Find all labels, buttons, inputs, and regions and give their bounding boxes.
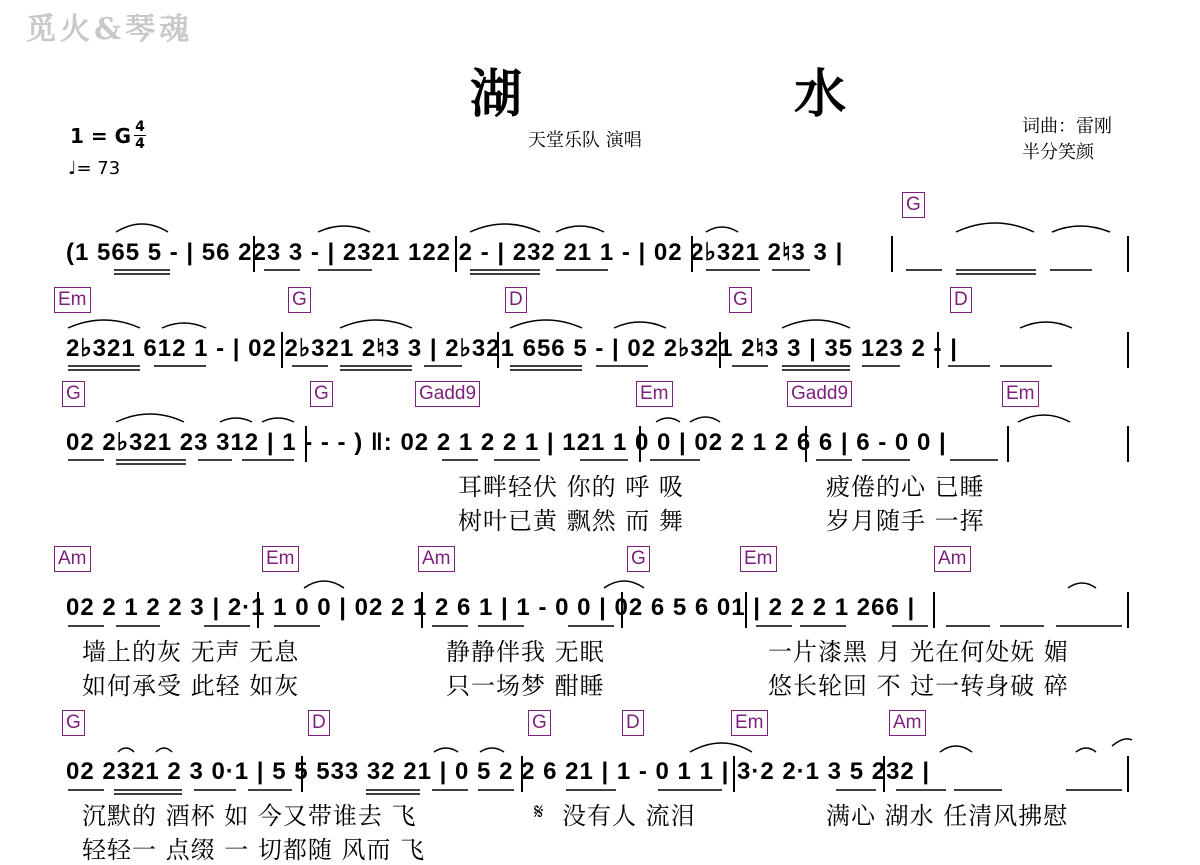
- lyric-line: 沉默的 酒杯 如 今又带谁去 飞: [82, 802, 417, 830]
- chord-box: Am: [418, 546, 455, 572]
- chord-box: D: [950, 287, 972, 313]
- chord-box: Am: [934, 546, 971, 572]
- notation-row-3: 02 2♭321 23 312 | 1 - - - ) ‖: 02 2 1 2 2 1 | 121 1 0 0 | 02 2 1 2 6 6 | 6 - 0 0 |: [66, 429, 947, 456]
- chord-box: G: [310, 381, 333, 407]
- chord-box: Em: [262, 546, 299, 572]
- credits-line-2: 半分笑颜: [1022, 142, 1094, 163]
- lyric-line: 满心 湖水 任清风拂慰: [826, 802, 1069, 830]
- performer: 天堂乐队 演唱: [528, 130, 642, 151]
- lyric-line: 一片漆黑 月 光在何处妩 媚: [768, 638, 1069, 666]
- lyric-line: 疲倦的心 已睡: [826, 473, 985, 501]
- credits-line-1: 词曲：雷刚: [1022, 116, 1112, 137]
- tempo: ♩= 73: [68, 158, 121, 179]
- notation-row-4: 02 2 1 2 2 3 | 2·1 1 0 0 | 02 2 1 2 6 1 | 1 - 0 0 | 02 6 5 6 01 | 2 2 2 1 266 |: [66, 594, 916, 621]
- song-title: 湖 水: [470, 65, 957, 125]
- lyric-line: 岁月随手 一挥: [826, 507, 985, 535]
- key-signature: 1 = G: [70, 124, 132, 148]
- chord-box: Gadd9: [415, 381, 480, 407]
- chord-box: Am: [54, 546, 91, 572]
- chord-box: G: [902, 192, 925, 218]
- chord-box: G: [729, 287, 752, 313]
- lyric-line: 如何承受 此轻 如灰: [82, 672, 300, 700]
- chord-box: Em: [636, 381, 673, 407]
- chord-box: Em: [54, 287, 91, 313]
- chord-box: D: [505, 287, 527, 313]
- chord-box: Em: [1002, 381, 1039, 407]
- time-sig-bottom: 4: [135, 136, 145, 152]
- chord-box: G: [62, 710, 85, 736]
- watermark: 觅火&琴魂: [26, 12, 194, 47]
- notation-row-1: (1 565 5 - | 56 223 3 - | 2321 122 2 - | 232 21 1 - | 02 2♭321 2♮3 3 |: [66, 239, 844, 266]
- chord-box: Em: [731, 710, 768, 736]
- chord-box: G: [627, 546, 650, 572]
- lyric-line: 没有人 流泪: [562, 802, 696, 830]
- notation-row-5: 02 2321 2 3 0·1 | 5 5 533 32 21 | 0 5 2 2 6 21 | 1 - 0 1 1 | 3·2 2·1 3 5 232 |: [66, 758, 931, 785]
- time-sig-top: 4: [135, 119, 145, 135]
- lyric-line: 耳畔轻伏 你的 呼 吸: [458, 473, 684, 501]
- lyric-line: 悠长轮回 不 过一转身破 碎: [768, 672, 1069, 700]
- notation-row-2: 2♭321 612 1 - | 02 2♭321 2♮3 3 | 2♭321 656 5 - | 02 2♭321 2♮3 3 | 35 123 2 - |: [66, 335, 958, 362]
- segno-icon: 𝄋: [534, 800, 544, 825]
- lyric-line: 树叶已黄 飘然 而 舞: [458, 507, 684, 535]
- chord-box: G: [288, 287, 311, 313]
- chord-box: D: [308, 710, 330, 736]
- chord-box: Am: [889, 710, 926, 736]
- chord-box: Em: [740, 546, 777, 572]
- lyric-line: 轻轻一 点缀 一 切都随 风而 飞: [82, 836, 426, 864]
- lyric-line: 墙上的灰 无声 无息: [82, 638, 300, 666]
- lyric-line: 只一场梦 酣睡: [446, 672, 605, 700]
- chord-box: G: [528, 710, 551, 736]
- chord-box: D: [622, 710, 644, 736]
- lyric-line: 静静伴我 无眠: [446, 638, 605, 666]
- chord-box: G: [62, 381, 85, 407]
- chord-box: Gadd9: [787, 381, 852, 407]
